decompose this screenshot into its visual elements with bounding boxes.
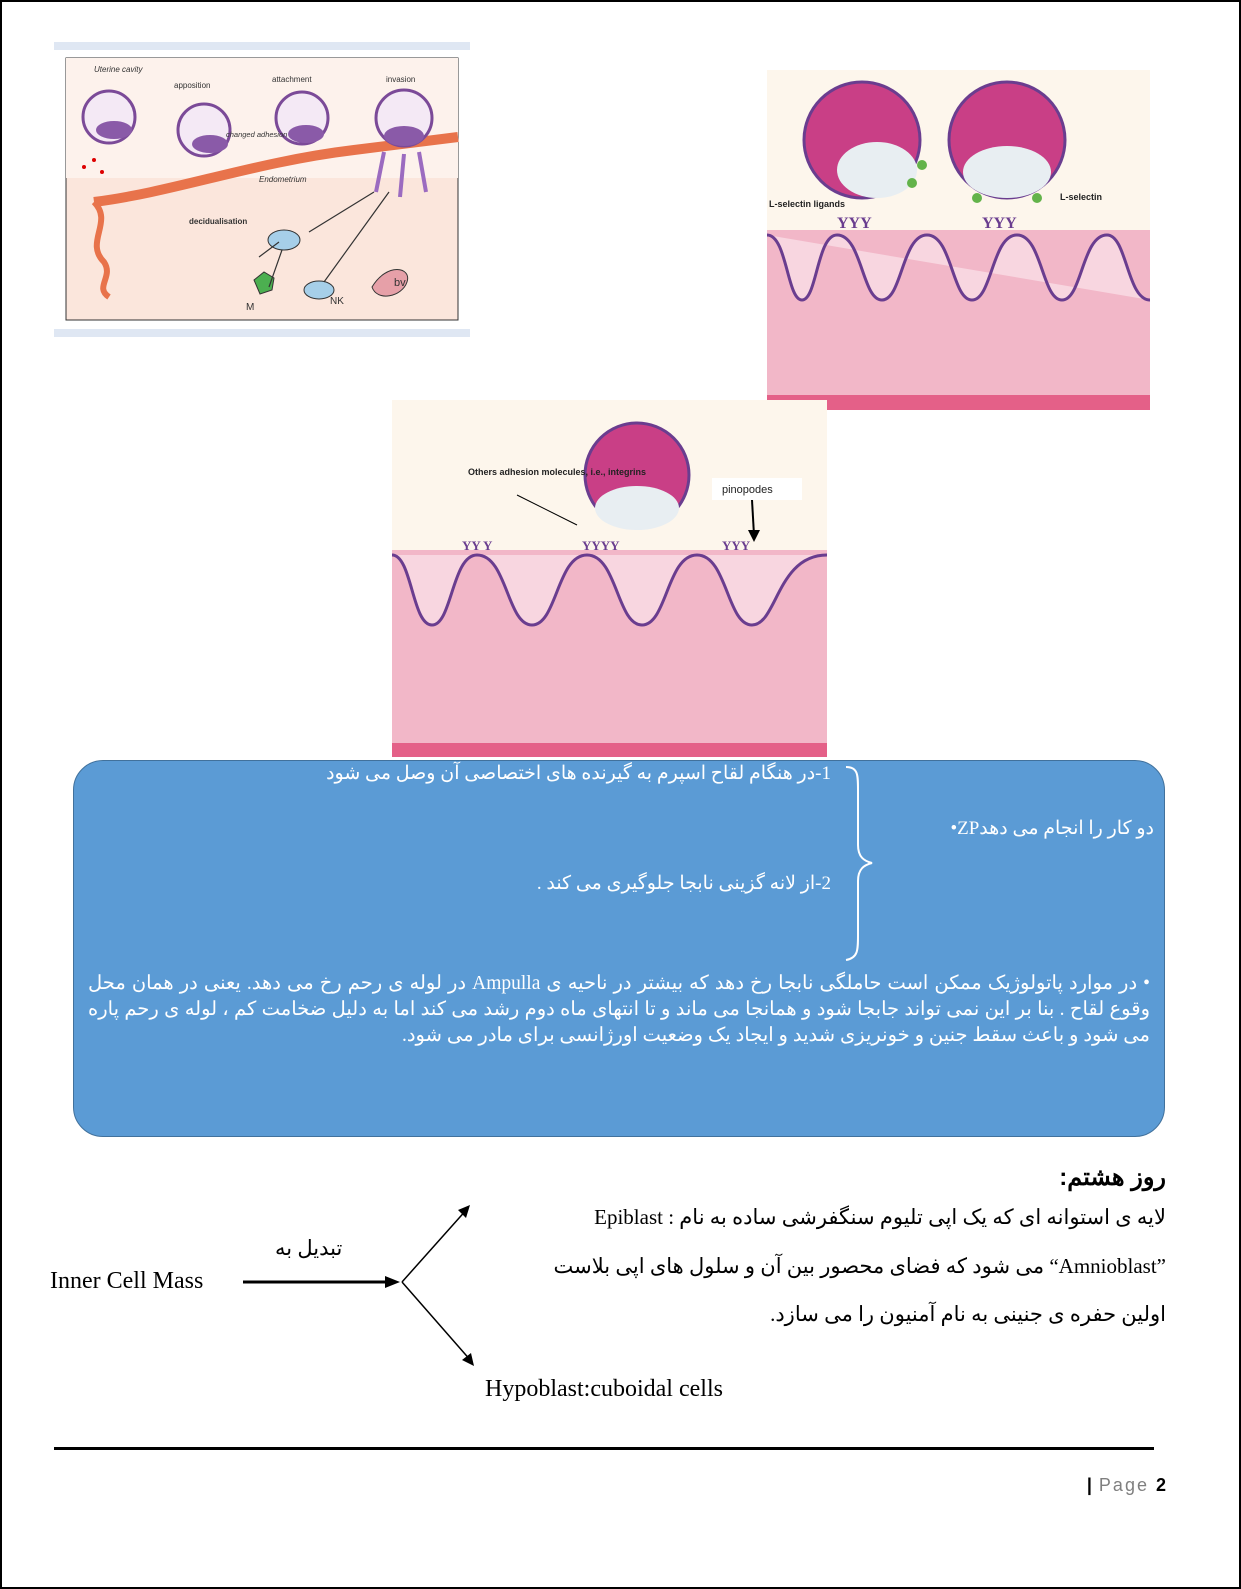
implantation-stages-figure: [54, 42, 470, 337]
arrow-label: تبدیل به: [275, 1236, 343, 1260]
pinopodes-label: pinopodes: [722, 484, 773, 496]
l-selectin-label: L-selectin: [1060, 192, 1103, 202]
decidualisation-label: decidualisation: [189, 217, 248, 226]
l-selectin-ligands-label: L-selectin ligands: [769, 199, 846, 209]
bv-label: bv: [394, 277, 406, 289]
day-eight-heading: روز هشتم:: [1059, 1164, 1166, 1191]
day-eight-line-3: اولین حفره ی جنینی به نام آمنیون را می سازد.: [770, 1302, 1166, 1326]
changed-adhesion-label: changed adhesion: [226, 130, 288, 139]
zp-item-2: 2-از لانه گزینی نابجا جلوگیری می کند .: [536, 873, 831, 894]
svg-text:YYY: YYY: [982, 215, 1017, 232]
stage-invasion-label: invasion: [386, 75, 416, 84]
hypoblast-label: Hypoblast:cuboidal cells: [485, 1376, 723, 1402]
footer-page-word: Page: [1098, 1475, 1149, 1495]
zp-info-box: [73, 760, 1165, 1137]
page-footer: [1087, 1475, 1166, 1496]
stage-apposition-label: apposition: [174, 81, 211, 90]
inner-cell-mass-label: Inner Cell Mass: [50, 1268, 204, 1294]
svg-text:YYY: YYY: [722, 538, 751, 553]
svg-text:YYYY: YYYY: [582, 538, 620, 553]
ectopic-pregnancy-paragraph: • در موارد پاتولوژیک ممکن است حاملگی نابجا رخ دهد که بیشتر در ناحیه ی Ampulla در لوله ی رحم رخ می دهد. یعنی در همان محل وقوع لقاح . بنا بر این نمی تواند جابجا شود و همانجا می ماند و تا انتهای ماه دوم رشد می کند اما به دلیل ضخامت کم ، لوله ی رحم پاره می شود و باعث سقط جنین و خونریزی شدید و ایجاد یک وضعیت اورژانسی برای مادر می شود.: [88, 973, 1150, 1046]
stage-attachment-label: attachment: [272, 75, 312, 84]
brace-icon: [844, 765, 874, 965]
cell-nk-label: NK: [330, 296, 344, 307]
day-eight-line-2: ”Amnioblast“ می شود که فضای محصور بین آن و سلول های اپی بلاست: [553, 1254, 1166, 1278]
svg-text:YYY: YYY: [837, 215, 872, 232]
cell-m-label: M: [246, 302, 255, 313]
uterine-cavity-label: Uterine cavity: [94, 65, 143, 74]
endometrium-label: Endometrium: [259, 175, 307, 184]
zp-item-1: 1-در هنگام لقاح اسپرم به گیرنده های اختصاصی آن وصل می شود: [326, 763, 831, 784]
integrin-figure: [392, 400, 827, 757]
svg-text:YY Y: YY Y: [462, 538, 493, 553]
zp-heading-line: •ZPدو کار را انجام می دهد: [950, 818, 1154, 839]
footer-separator: |: [1086, 1475, 1092, 1495]
adhesion-molecules-label: Others adhesion molecules, i.e., integrins: [468, 467, 647, 477]
page-number: 2: [1155, 1475, 1166, 1495]
day-eight-line-1: لایه ی استوانه ای که یک اپی تلیوم سنگفرشی ساده به نام : Epiblast: [594, 1205, 1166, 1229]
footer-rule: [54, 1447, 1154, 1450]
differentiation-arrows: [240, 1200, 480, 1370]
selectin-figure: [767, 70, 1150, 410]
